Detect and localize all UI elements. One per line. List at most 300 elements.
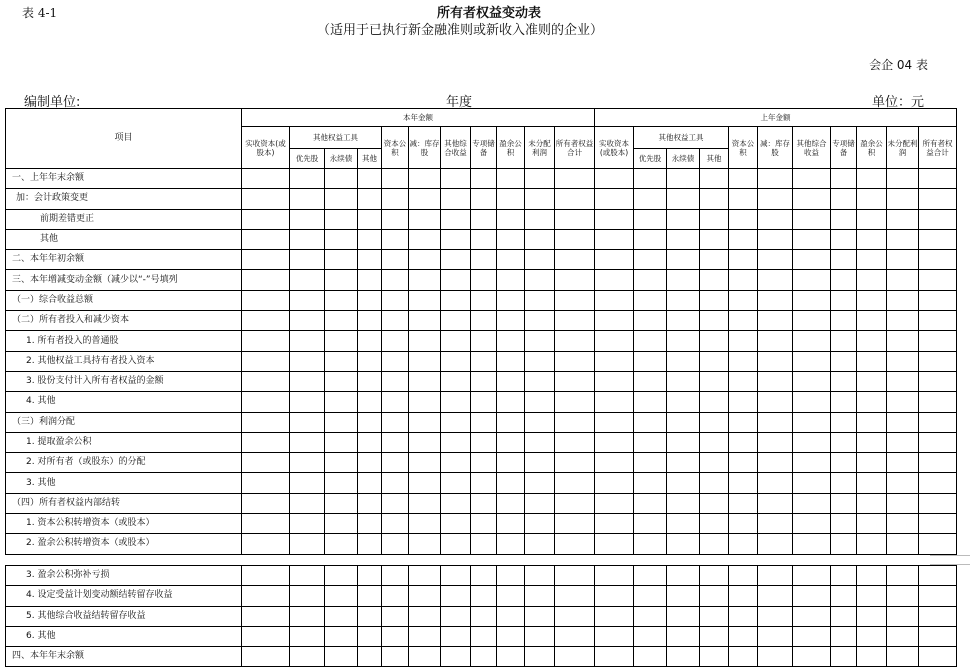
amount-cell[interactable] (471, 606, 497, 626)
amount-cell[interactable] (242, 311, 290, 331)
amount-cell[interactable] (634, 351, 667, 371)
amount-cell[interactable] (525, 331, 555, 351)
amount-cell[interactable] (497, 331, 525, 351)
amount-cell[interactable] (919, 432, 957, 452)
amount-cell[interactable] (595, 586, 634, 606)
amount-cell[interactable] (758, 311, 793, 331)
amount-cell[interactable] (887, 209, 919, 229)
amount-cell[interactable] (831, 371, 857, 391)
amount-cell[interactable] (887, 473, 919, 493)
amount-cell[interactable] (729, 606, 758, 626)
amount-cell[interactable] (242, 626, 290, 646)
amount-cell[interactable] (857, 606, 887, 626)
amount-cell[interactable] (831, 351, 857, 371)
amount-cell[interactable] (919, 453, 957, 473)
amount-cell[interactable] (729, 566, 758, 586)
amount-cell[interactable] (887, 311, 919, 331)
amount-cell[interactable] (382, 169, 409, 189)
amount-cell[interactable] (700, 534, 729, 554)
amount-cell[interactable] (358, 229, 382, 249)
amount-cell[interactable] (471, 371, 497, 391)
amount-cell[interactable] (667, 351, 700, 371)
amount-cell[interactable] (441, 209, 471, 229)
amount-cell[interactable] (793, 169, 831, 189)
amount-cell[interactable] (290, 229, 325, 249)
amount-cell[interactable] (358, 432, 382, 452)
amount-cell[interactable] (831, 626, 857, 646)
amount-cell[interactable] (555, 626, 595, 646)
amount-cell[interactable] (831, 392, 857, 412)
amount-cell[interactable] (555, 412, 595, 432)
amount-cell[interactable] (290, 250, 325, 270)
amount-cell[interactable] (595, 189, 634, 209)
amount-cell[interactable] (471, 566, 497, 586)
amount-cell[interactable] (409, 606, 441, 626)
amount-cell[interactable] (409, 229, 441, 249)
amount-cell[interactable] (919, 647, 957, 667)
amount-cell[interactable] (525, 606, 555, 626)
amount-cell[interactable] (409, 169, 441, 189)
amount-cell[interactable] (471, 331, 497, 351)
amount-cell[interactable] (793, 493, 831, 513)
amount-cell[interactable] (290, 209, 325, 229)
amount-cell[interactable] (555, 392, 595, 412)
amount-cell[interactable] (793, 514, 831, 534)
amount-cell[interactable] (382, 647, 409, 667)
amount-cell[interactable] (700, 189, 729, 209)
amount-cell[interactable] (441, 432, 471, 452)
amount-cell[interactable] (667, 514, 700, 534)
amount-cell[interactable] (325, 473, 358, 493)
amount-cell[interactable] (793, 229, 831, 249)
amount-cell[interactable] (700, 331, 729, 351)
amount-cell[interactable] (857, 412, 887, 432)
amount-cell[interactable] (595, 331, 634, 351)
amount-cell[interactable] (729, 209, 758, 229)
amount-cell[interactable] (595, 229, 634, 249)
amount-cell[interactable] (242, 270, 290, 290)
amount-cell[interactable] (441, 514, 471, 534)
amount-cell[interactable] (729, 189, 758, 209)
amount-cell[interactable] (595, 209, 634, 229)
amount-cell[interactable] (409, 432, 441, 452)
amount-cell[interactable] (919, 392, 957, 412)
amount-cell[interactable] (441, 412, 471, 432)
amount-cell[interactable] (667, 371, 700, 391)
amount-cell[interactable] (242, 351, 290, 371)
amount-cell[interactable] (441, 270, 471, 290)
amount-cell[interactable] (555, 229, 595, 249)
amount-cell[interactable] (441, 606, 471, 626)
amount-cell[interactable] (634, 473, 667, 493)
amount-cell[interactable] (525, 351, 555, 371)
amount-cell[interactable] (555, 270, 595, 290)
amount-cell[interactable] (729, 432, 758, 452)
amount-cell[interactable] (497, 270, 525, 290)
amount-cell[interactable] (325, 432, 358, 452)
amount-cell[interactable] (409, 473, 441, 493)
amount-cell[interactable] (382, 606, 409, 626)
amount-cell[interactable] (700, 453, 729, 473)
amount-cell[interactable] (634, 250, 667, 270)
amount-cell[interactable] (471, 647, 497, 667)
amount-cell[interactable] (857, 209, 887, 229)
amount-cell[interactable] (497, 209, 525, 229)
amount-cell[interactable] (555, 331, 595, 351)
amount-cell[interactable] (555, 189, 595, 209)
amount-cell[interactable] (497, 311, 525, 331)
amount-cell[interactable] (325, 209, 358, 229)
amount-cell[interactable] (471, 534, 497, 554)
amount-cell[interactable] (700, 586, 729, 606)
amount-cell[interactable] (700, 626, 729, 646)
amount-cell[interactable] (555, 290, 595, 310)
amount-cell[interactable] (667, 647, 700, 667)
amount-cell[interactable] (409, 351, 441, 371)
amount-cell[interactable] (409, 534, 441, 554)
amount-cell[interactable] (555, 169, 595, 189)
amount-cell[interactable] (857, 534, 887, 554)
amount-cell[interactable] (857, 270, 887, 290)
amount-cell[interactable] (409, 250, 441, 270)
amount-cell[interactable] (358, 392, 382, 412)
amount-cell[interactable] (634, 586, 667, 606)
amount-cell[interactable] (409, 371, 441, 391)
amount-cell[interactable] (325, 647, 358, 667)
amount-cell[interactable] (634, 566, 667, 586)
amount-cell[interactable] (382, 371, 409, 391)
amount-cell[interactable] (555, 534, 595, 554)
amount-cell[interactable] (409, 493, 441, 513)
amount-cell[interactable] (857, 371, 887, 391)
amount-cell[interactable] (729, 311, 758, 331)
amount-cell[interactable] (409, 189, 441, 209)
amount-cell[interactable] (595, 514, 634, 534)
amount-cell[interactable] (831, 493, 857, 513)
amount-cell[interactable] (758, 331, 793, 351)
amount-cell[interactable] (441, 371, 471, 391)
amount-cell[interactable] (497, 514, 525, 534)
amount-cell[interactable] (831, 169, 857, 189)
amount-cell[interactable] (919, 626, 957, 646)
amount-cell[interactable] (441, 453, 471, 473)
amount-cell[interactable] (382, 250, 409, 270)
amount-cell[interactable] (497, 586, 525, 606)
amount-cell[interactable] (793, 432, 831, 452)
amount-cell[interactable] (887, 432, 919, 452)
amount-cell[interactable] (441, 229, 471, 249)
amount-cell[interactable] (525, 189, 555, 209)
amount-cell[interactable] (919, 311, 957, 331)
amount-cell[interactable] (471, 514, 497, 534)
amount-cell[interactable] (358, 311, 382, 331)
amount-cell[interactable] (887, 250, 919, 270)
amount-cell[interactable] (290, 586, 325, 606)
amount-cell[interactable] (441, 331, 471, 351)
amount-cell[interactable] (409, 453, 441, 473)
amount-cell[interactable] (358, 270, 382, 290)
amount-cell[interactable] (919, 371, 957, 391)
amount-cell[interactable] (441, 392, 471, 412)
amount-cell[interactable] (634, 493, 667, 513)
amount-cell[interactable] (857, 647, 887, 667)
amount-cell[interactable] (887, 351, 919, 371)
amount-cell[interactable] (382, 189, 409, 209)
amount-cell[interactable] (667, 606, 700, 626)
amount-cell[interactable] (667, 392, 700, 412)
amount-cell[interactable] (242, 493, 290, 513)
amount-cell[interactable] (595, 473, 634, 493)
amount-cell[interactable] (887, 331, 919, 351)
amount-cell[interactable] (831, 514, 857, 534)
amount-cell[interactable] (667, 189, 700, 209)
amount-cell[interactable] (729, 250, 758, 270)
amount-cell[interactable] (471, 626, 497, 646)
amount-cell[interactable] (382, 331, 409, 351)
amount-cell[interactable] (358, 209, 382, 229)
amount-cell[interactable] (758, 606, 793, 626)
amount-cell[interactable] (857, 432, 887, 452)
amount-cell[interactable] (793, 290, 831, 310)
amount-cell[interactable] (831, 250, 857, 270)
amount-cell[interactable] (857, 229, 887, 249)
amount-cell[interactable] (729, 647, 758, 667)
amount-cell[interactable] (831, 270, 857, 290)
amount-cell[interactable] (634, 311, 667, 331)
amount-cell[interactable] (700, 514, 729, 534)
amount-cell[interactable] (667, 534, 700, 554)
amount-cell[interactable] (634, 432, 667, 452)
amount-cell[interactable] (471, 290, 497, 310)
amount-cell[interactable] (555, 586, 595, 606)
amount-cell[interactable] (242, 514, 290, 534)
amount-cell[interactable] (595, 412, 634, 432)
amount-cell[interactable] (793, 534, 831, 554)
amount-cell[interactable] (793, 351, 831, 371)
amount-cell[interactable] (919, 586, 957, 606)
amount-cell[interactable] (409, 331, 441, 351)
amount-cell[interactable] (758, 392, 793, 412)
amount-cell[interactable] (242, 189, 290, 209)
amount-cell[interactable] (700, 647, 729, 667)
amount-cell[interactable] (290, 566, 325, 586)
amount-cell[interactable] (358, 371, 382, 391)
amount-cell[interactable] (793, 647, 831, 667)
amount-cell[interactable] (887, 534, 919, 554)
amount-cell[interactable] (700, 432, 729, 452)
amount-cell[interactable] (497, 351, 525, 371)
amount-cell[interactable] (831, 229, 857, 249)
amount-cell[interactable] (857, 169, 887, 189)
amount-cell[interactable] (729, 493, 758, 513)
amount-cell[interactable] (758, 371, 793, 391)
amount-cell[interactable] (887, 189, 919, 209)
amount-cell[interactable] (525, 229, 555, 249)
amount-cell[interactable] (497, 290, 525, 310)
amount-cell[interactable] (382, 351, 409, 371)
amount-cell[interactable] (325, 371, 358, 391)
amount-cell[interactable] (700, 351, 729, 371)
amount-cell[interactable] (595, 606, 634, 626)
amount-cell[interactable] (471, 432, 497, 452)
amount-cell[interactable] (595, 453, 634, 473)
amount-cell[interactable] (555, 209, 595, 229)
amount-cell[interactable] (382, 586, 409, 606)
amount-cell[interactable] (857, 351, 887, 371)
amount-cell[interactable] (325, 493, 358, 513)
amount-cell[interactable] (887, 229, 919, 249)
amount-cell[interactable] (358, 290, 382, 310)
amount-cell[interactable] (634, 534, 667, 554)
amount-cell[interactable] (497, 453, 525, 473)
amount-cell[interactable] (290, 270, 325, 290)
amount-cell[interactable] (667, 586, 700, 606)
amount-cell[interactable] (887, 606, 919, 626)
amount-cell[interactable] (919, 209, 957, 229)
amount-cell[interactable] (729, 331, 758, 351)
amount-cell[interactable] (325, 453, 358, 473)
amount-cell[interactable] (325, 351, 358, 371)
amount-cell[interactable] (325, 229, 358, 249)
amount-cell[interactable] (919, 493, 957, 513)
amount-cell[interactable] (700, 473, 729, 493)
amount-cell[interactable] (758, 412, 793, 432)
amount-cell[interactable] (325, 189, 358, 209)
amount-cell[interactable] (887, 453, 919, 473)
amount-cell[interactable] (290, 331, 325, 351)
amount-cell[interactable] (290, 290, 325, 310)
amount-cell[interactable] (325, 290, 358, 310)
amount-cell[interactable] (325, 586, 358, 606)
amount-cell[interactable] (525, 493, 555, 513)
amount-cell[interactable] (497, 229, 525, 249)
amount-cell[interactable] (700, 250, 729, 270)
amount-cell[interactable] (758, 189, 793, 209)
amount-cell[interactable] (242, 473, 290, 493)
amount-cell[interactable] (525, 250, 555, 270)
amount-cell[interactable] (358, 453, 382, 473)
amount-cell[interactable] (441, 566, 471, 586)
amount-cell[interactable] (700, 566, 729, 586)
amount-cell[interactable] (409, 290, 441, 310)
amount-cell[interactable] (382, 270, 409, 290)
amount-cell[interactable] (857, 473, 887, 493)
amount-cell[interactable] (758, 250, 793, 270)
amount-cell[interactable] (242, 331, 290, 351)
amount-cell[interactable] (382, 514, 409, 534)
amount-cell[interactable] (382, 311, 409, 331)
amount-cell[interactable] (729, 453, 758, 473)
amount-cell[interactable] (793, 371, 831, 391)
amount-cell[interactable] (525, 209, 555, 229)
amount-cell[interactable] (382, 493, 409, 513)
amount-cell[interactable] (242, 209, 290, 229)
amount-cell[interactable] (595, 392, 634, 412)
amount-cell[interactable] (667, 311, 700, 331)
amount-cell[interactable] (595, 534, 634, 554)
amount-cell[interactable] (358, 534, 382, 554)
amount-cell[interactable] (497, 566, 525, 586)
amount-cell[interactable] (555, 453, 595, 473)
amount-cell[interactable] (409, 647, 441, 667)
amount-cell[interactable] (325, 412, 358, 432)
amount-cell[interactable] (525, 514, 555, 534)
amount-cell[interactable] (325, 626, 358, 646)
amount-cell[interactable] (242, 534, 290, 554)
amount-cell[interactable] (441, 351, 471, 371)
amount-cell[interactable] (290, 189, 325, 209)
amount-cell[interactable] (793, 473, 831, 493)
amount-cell[interactable] (325, 514, 358, 534)
amount-cell[interactable] (758, 514, 793, 534)
amount-cell[interactable] (831, 331, 857, 351)
amount-cell[interactable] (667, 432, 700, 452)
amount-cell[interactable] (919, 534, 957, 554)
amount-cell[interactable] (887, 270, 919, 290)
amount-cell[interactable] (242, 432, 290, 452)
amount-cell[interactable] (758, 270, 793, 290)
amount-cell[interactable] (525, 432, 555, 452)
amount-cell[interactable] (831, 412, 857, 432)
amount-cell[interactable] (793, 189, 831, 209)
amount-cell[interactable] (358, 351, 382, 371)
amount-cell[interactable] (525, 453, 555, 473)
amount-cell[interactable] (857, 626, 887, 646)
amount-cell[interactable] (242, 566, 290, 586)
amount-cell[interactable] (290, 473, 325, 493)
amount-cell[interactable] (409, 514, 441, 534)
amount-cell[interactable] (793, 270, 831, 290)
amount-cell[interactable] (758, 432, 793, 452)
amount-cell[interactable] (700, 290, 729, 310)
amount-cell[interactable] (325, 534, 358, 554)
amount-cell[interactable] (325, 250, 358, 270)
amount-cell[interactable] (525, 311, 555, 331)
amount-cell[interactable] (667, 412, 700, 432)
amount-cell[interactable] (729, 586, 758, 606)
amount-cell[interactable] (525, 566, 555, 586)
amount-cell[interactable] (793, 250, 831, 270)
amount-cell[interactable] (887, 290, 919, 310)
amount-cell[interactable] (919, 229, 957, 249)
amount-cell[interactable] (831, 473, 857, 493)
amount-cell[interactable] (441, 473, 471, 493)
amount-cell[interactable] (382, 392, 409, 412)
amount-cell[interactable] (729, 412, 758, 432)
amount-cell[interactable] (758, 229, 793, 249)
amount-cell[interactable] (857, 331, 887, 351)
amount-cell[interactable] (887, 514, 919, 534)
amount-cell[interactable] (325, 606, 358, 626)
amount-cell[interactable] (919, 250, 957, 270)
amount-cell[interactable] (325, 311, 358, 331)
amount-cell[interactable] (919, 473, 957, 493)
amount-cell[interactable] (382, 473, 409, 493)
amount-cell[interactable] (887, 371, 919, 391)
amount-cell[interactable] (700, 392, 729, 412)
amount-cell[interactable] (441, 290, 471, 310)
amount-cell[interactable] (758, 493, 793, 513)
amount-cell[interactable] (358, 412, 382, 432)
amount-cell[interactable] (525, 270, 555, 290)
amount-cell[interactable] (497, 647, 525, 667)
amount-cell[interactable] (382, 290, 409, 310)
amount-cell[interactable] (634, 209, 667, 229)
amount-cell[interactable] (831, 209, 857, 229)
amount-cell[interactable] (497, 371, 525, 391)
amount-cell[interactable] (729, 626, 758, 646)
amount-cell[interactable] (919, 514, 957, 534)
